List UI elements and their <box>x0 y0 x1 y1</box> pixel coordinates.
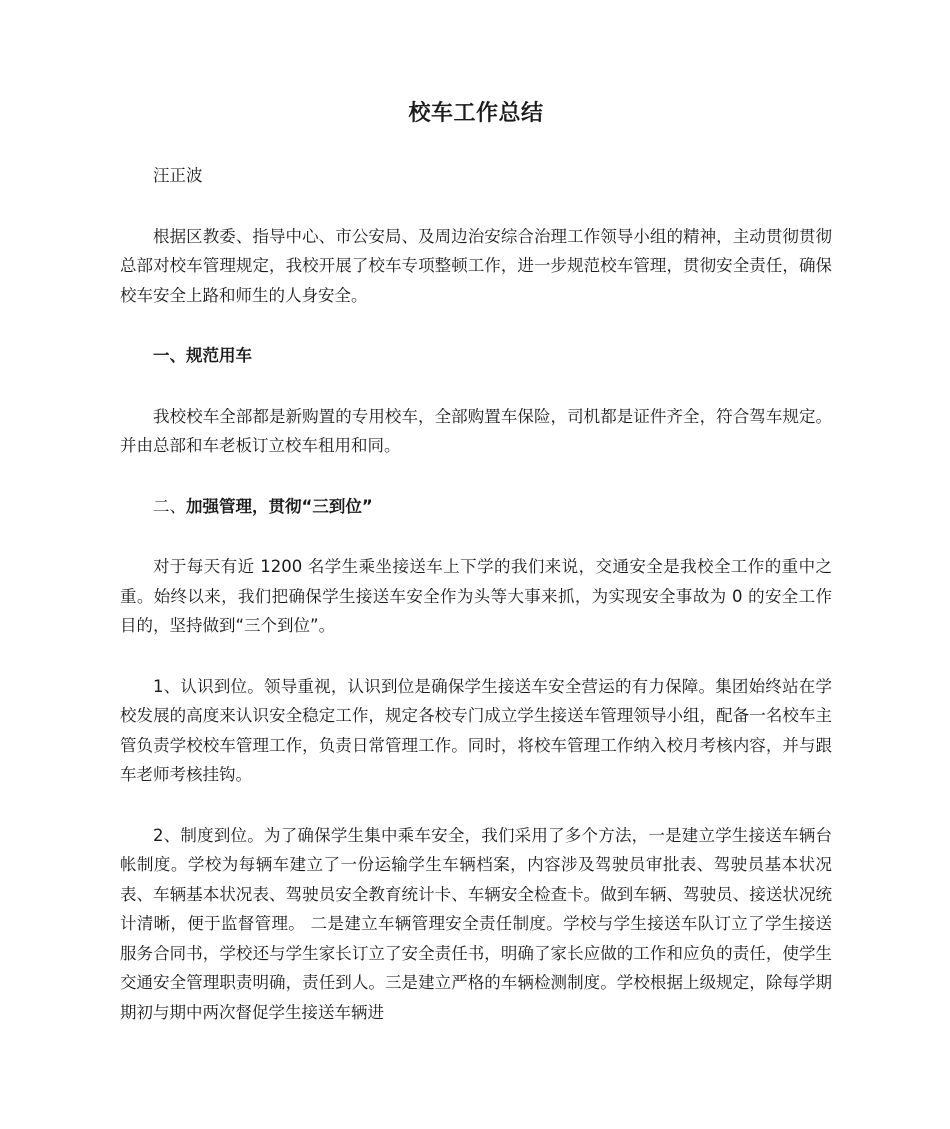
document-page <box>120 96 832 1058</box>
author-name: 汪正波 <box>153 166 203 185</box>
section2-heading-prefix: 二、 <box>153 496 186 516</box>
section1-heading: 一、规范用车 <box>153 346 252 365</box>
section1-paragraph: 我校校车全部都是新购置的专用校车，全部购置车保险，司机都是证件齐全，符合驾车规定。并由总部和车老板订立校车租用和同。 <box>120 406 832 455</box>
section2-heading-text: 加强管理，贯彻“三到位” <box>186 496 373 516</box>
document-title: 校车工作总结 <box>408 101 544 126</box>
point1-paragraph: 1、认识到位。领导重视，认识到位是确保学生接送车安全营运的有力保障。集团始终站在学校发展的高度来认识安全稳定工作，规定各校专门成立学生接送车管理领导小组，配备一名校车主管负责学校校车管理工作，负责日常管理工作。同时，将校车管理工作纳入校月考核内容，并与跟车老师考核挂钩。 <box>120 676 832 784</box>
section2-heading <box>120 492 832 522</box>
point2-paragraph: 2、制度到位。为了确保学生集中乘车安全，我们采用了多个方法，一是建立学生接送车辆台帐制度。学校为每辆车建立了一份运输学生车辆档案，内容涉及驾驶员审批表、驾驶员基本状况表、车辆基本状况表、驾驶员安全教育统计卡、车辆安全检查卡。做到车辆、驾驶员、接送状况统计清晰，便于监督管理。 二是建立车辆管理安全责任制度。学校与学生接送车队订立了学生接送服务合同书，学校还与学生家长订立了安全责任书，明确了家长应做的工作和应负的责任，使学生交通安全管理职责明确，责任到人。三是建立严格的车辆检测制度。学校根据上级规定，除每学期期初与期中两次督促学生接送车辆进 <box>120 825 832 1022</box>
intro-paragraph: 根据区教委、指导中心、市公安局、及周边治安综合治理工作领导小组的精神，主动贯彻贯彻总部对校车管理规定，我校开展了校车专项整顿工作，进一步规范校车管理，贯彻安全责任，确保校车安全上路和师生的人身安全。 <box>120 226 832 305</box>
section2-paragraph: 对于每天有近 1200 名学生乘坐接送车上下学的我们来说，交通安全是我校全工作的重中之重。始终以来，我们把确保学生接送车安全作为头等大事来抓，为实现安全事故为 0 的安全工作目的，坚持做到“三个到位”。 <box>120 557 832 635</box>
